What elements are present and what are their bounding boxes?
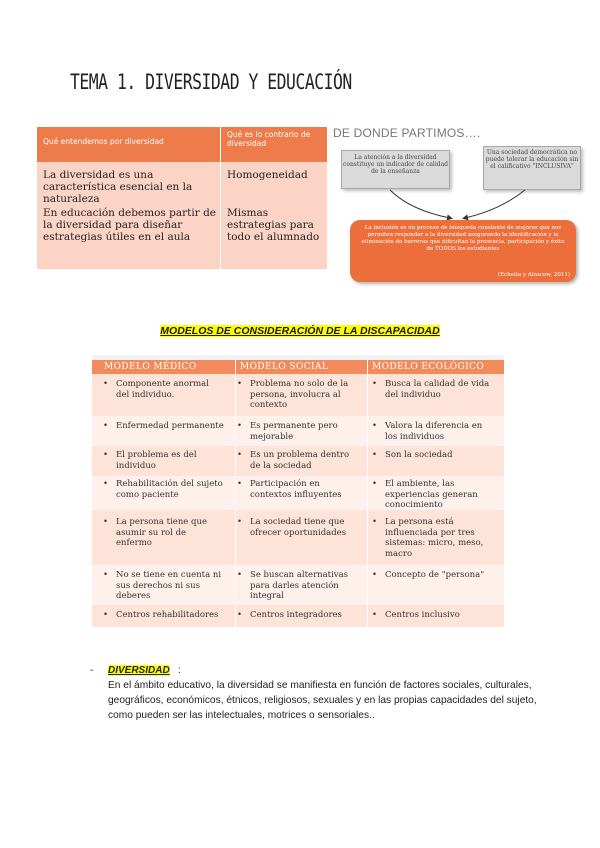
bullet: • — [237, 379, 243, 389]
table-cell: • Es un problema dentro de la sociedad — [237, 450, 350, 471]
bullet: • — [237, 421, 243, 431]
bullet: • — [103, 379, 109, 389]
header-medico: MODELO MÉDICO — [104, 362, 197, 372]
bullet: • — [237, 570, 243, 580]
diversidad-label: DIVERSIDAD — [108, 665, 170, 676]
bullet: • — [103, 517, 109, 527]
models-heading — [80, 325, 520, 337]
bullet: • — [103, 450, 109, 460]
bullet: • — [372, 450, 378, 460]
table-cell: • Busca la calidad de vida del individuo — [372, 379, 490, 400]
bullet: • — [103, 610, 109, 620]
bullet: • — [372, 570, 378, 580]
inclusion-text: La inclusión es un proceso de búsqueda constante de mejoras que nos permiten responder a la diversidad asegurando la identificación y la eliminación de barreras que dificultan la presencia, participación y éxito de TODOS los estudiantes — [361, 225, 565, 252]
bullet: • — [372, 479, 378, 489]
table-cell: • Centros inclusivo — [372, 610, 460, 620]
diversidad-colon: : — [178, 665, 181, 676]
diversidad-text: En el ámbito educativo, la diversidad se manifiesta en función de factores sociales, culturales, geográficos, económicos, étnicos, religiosos, sexuales y en las propias capacidades del sujeto, como pueden ser las intelectuales, motrices o sensoriales.. — [108, 680, 537, 721]
bullet: • — [237, 610, 243, 620]
arrow-left — [390, 190, 450, 218]
diagram-title: DE DONDE PARTIMOS…. — [333, 126, 481, 140]
header-social: MODELO SOCIAL — [240, 362, 329, 372]
table-cell: Homogeneidad — [227, 169, 308, 181]
inclusion-box — [350, 220, 576, 282]
bullet: • — [372, 610, 378, 620]
table-cell: • Componente anormal del individuo. — [103, 379, 209, 400]
diagram-box-left-text: La atención a la diversidad constituye un indicador de calidad de la enseñanza — [342, 154, 449, 175]
table-cell: • Rehabilitación del sujeto como paciente — [103, 479, 223, 500]
table-cell: • Es permanente pero mejorable — [237, 421, 338, 442]
table-cell: • Concepto de "persona" — [372, 570, 485, 580]
table-cell: • Centros integradores — [237, 610, 342, 620]
table-cell: La diversidad es una característica esencial en la naturaleza — [43, 169, 193, 205]
table-cell: • Se buscan alternativas para darles atención integral — [237, 570, 349, 601]
arrow-right — [465, 190, 525, 218]
table-cell: • El ambiente, las experiencias generan conocimiento — [372, 479, 478, 510]
bullet: • — [372, 379, 378, 389]
table-cell: • La persona tiene que asumir su rol de enfermo — [103, 517, 207, 548]
table-cell: • La sociedad tiene que ofrecer oportunidades — [237, 517, 347, 538]
bullet: • — [103, 421, 109, 431]
bullet: • — [372, 421, 378, 431]
table-cell: • Valora la diferencia en los individuos — [372, 421, 483, 442]
models-table — [92, 355, 504, 627]
page-title: TEMA 1. DIVERSIDAD Y EDUCACIÓN — [70, 70, 352, 94]
table-cell: • Participación en contextos influyentes — [237, 479, 342, 500]
bullet: • — [237, 517, 243, 527]
diagram-box-right-text: Una sociedad democrática no puede tolerar la educación sin el calificativo "INCLUSIVA" — [485, 149, 579, 170]
list-dash: - — [90, 665, 94, 676]
table-cell: • Centros rehabilitadores — [103, 610, 219, 620]
bullet: • — [103, 570, 109, 580]
bullet: • — [103, 479, 109, 489]
table-cell: En educación debemos partir de la diversidad para diseñar estrategias útiles en el aula — [43, 207, 217, 243]
table-cell: • Son la sociedad — [372, 450, 453, 460]
table-cell: • Problema no solo de la persona, involucra al contexto — [237, 379, 349, 410]
diversity-table — [37, 127, 327, 269]
table-cell: • El problema es del individuo — [103, 450, 197, 471]
table-cell: • Enfermedad permanente — [103, 421, 224, 431]
bullet: • — [372, 517, 378, 527]
header-ecologico: MODELO ECOLÓGICO — [372, 362, 485, 372]
bullet: • — [237, 450, 243, 460]
header-cell: Qué es lo contrario de diversidad — [227, 130, 311, 148]
table-cell: • No se tiene en cuenta ni sus derechos ni sus deberes — [103, 570, 222, 601]
table-cell: • La persona está influenciada por tres sistemas: micro, meso, macro — [372, 517, 484, 559]
bullet: • — [237, 479, 243, 489]
models-heading-text: MODELOS DE CONSIDERACIÓN DE LA DISCAPACIDAD — [160, 325, 440, 337]
table-cell: Mismas estrategias para todo el alumnado — [227, 207, 320, 243]
citation: (Echeita y Ainscow, 2011) — [497, 272, 570, 278]
header-cell: Qué entendemos por diversidad — [43, 137, 164, 146]
